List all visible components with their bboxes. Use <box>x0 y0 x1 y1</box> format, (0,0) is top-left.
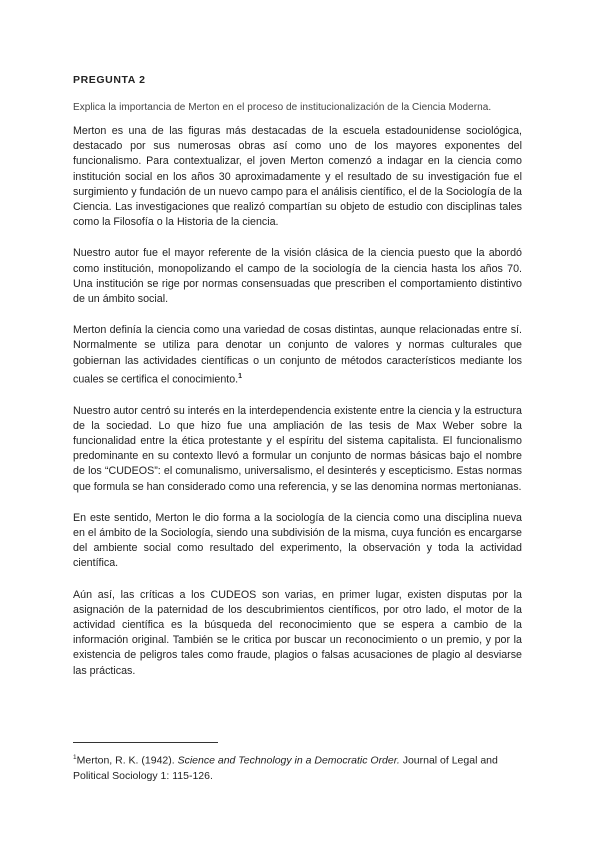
paragraph-2: Nuestro autor fue el mayor referente de la visión clásica de la ciencia puesto que la abordó como institución, monopolizando el campo de la sociología de la ciencia hasta los años 70. Una institución se rige por normas consensuadas que prescriben el comportamiento distintivo de un ámbito social. <box>73 247 522 306</box>
footnote <box>73 750 528 784</box>
answer-body <box>73 124 522 695</box>
paragraph-1: Merton es una de las figuras más destacadas de la escuela estadounidense sociológica, destacado por sus numerosas obras así como uno de los mayores exponentes del funcionalismo. Para contextualizar, el joven Merton comenzó a indagar en la ciencia como institución social en los años 30 aproximadamente y el resultado de su investigación fue el surgimiento y fundación de un nuevo campo para el análisis científico, el de la Sociología de la Ciencia. Las investigaciones que realizó compartían su objeto de estudio con disciplinas tales como la Filosofía o la Historia de la ciencia. <box>73 125 522 229</box>
paragraph-3 <box>73 323 522 387</box>
footnote-reference[interactable]: 1 <box>238 372 243 380</box>
question-prompt: Explica la importancia de Merton en el proceso de institucionalización de la Ciencia Moderna. <box>73 102 492 113</box>
paragraph-3-text: Merton definía la ciencia como una variedad de cosas distintas, aunque relacionadas entre sí. Normalmente se utiliza para denotar un conjunto de valores y normas culturales que gobiernan las actividades científicas o un conjunto de métodos característicos mediante los cuales se certifica el conocimiento. <box>73 324 522 386</box>
paragraph-6: Aún así, las críticas a los CUDEOS son varias, en primer lugar, existen disputas por la asignación de la paternidad de los descubrimientos científicos, por otro lado, el motor de la actividad científica es la búsqueda del reconocimiento que se espera a cambio de la información original. También se le critica por buscar un reconocimiento o un premio, y por la existencia de peligros tales como fraude, plagios o falsas acusaciones de plagio al desviarse las prácticas. <box>73 588 522 677</box>
footnote-title: Science and Technology in a Democratic Order. <box>177 754 400 767</box>
paragraph-4: Nuestro autor centró su interés en la interdependencia existente entre la ciencia y la estructura de la sociedad. Lo que hizo fue una ampliación de las tesis de Max Weber sobre la funcionalidad entre la ética protestante y el espíritu del sistema capitalista. El funcionalismo predominante en su contexto llevó a formular un conjunto de normas básicas bajo el nombre de los “CUDEOS”: el comunalismo, universalismo, el desinterés y escepticismo. Estas normas que formula se han considerado como una referencia, y se las denomina normas mertonianas. <box>73 404 522 493</box>
footnote-source: Journal of Legal and Political Sociology 1: 115-126. <box>73 754 498 782</box>
footnote-divider <box>73 742 218 743</box>
section-heading: PREGUNTA 2 <box>73 74 146 86</box>
paragraph-5: En este sentido, Merton le dio forma a la sociología de la ciencia como una disciplina nueva en el ámbito de la Sociología, siendo una subdivisión de la misma, cuya función es encargarse del ambiente social como resultado del experimento, la observación y toda la actividad científica. <box>73 511 522 570</box>
footnote-author: Merton, R. K. (1942). <box>76 754 175 767</box>
footnote-marker: 1 <box>73 754 77 761</box>
